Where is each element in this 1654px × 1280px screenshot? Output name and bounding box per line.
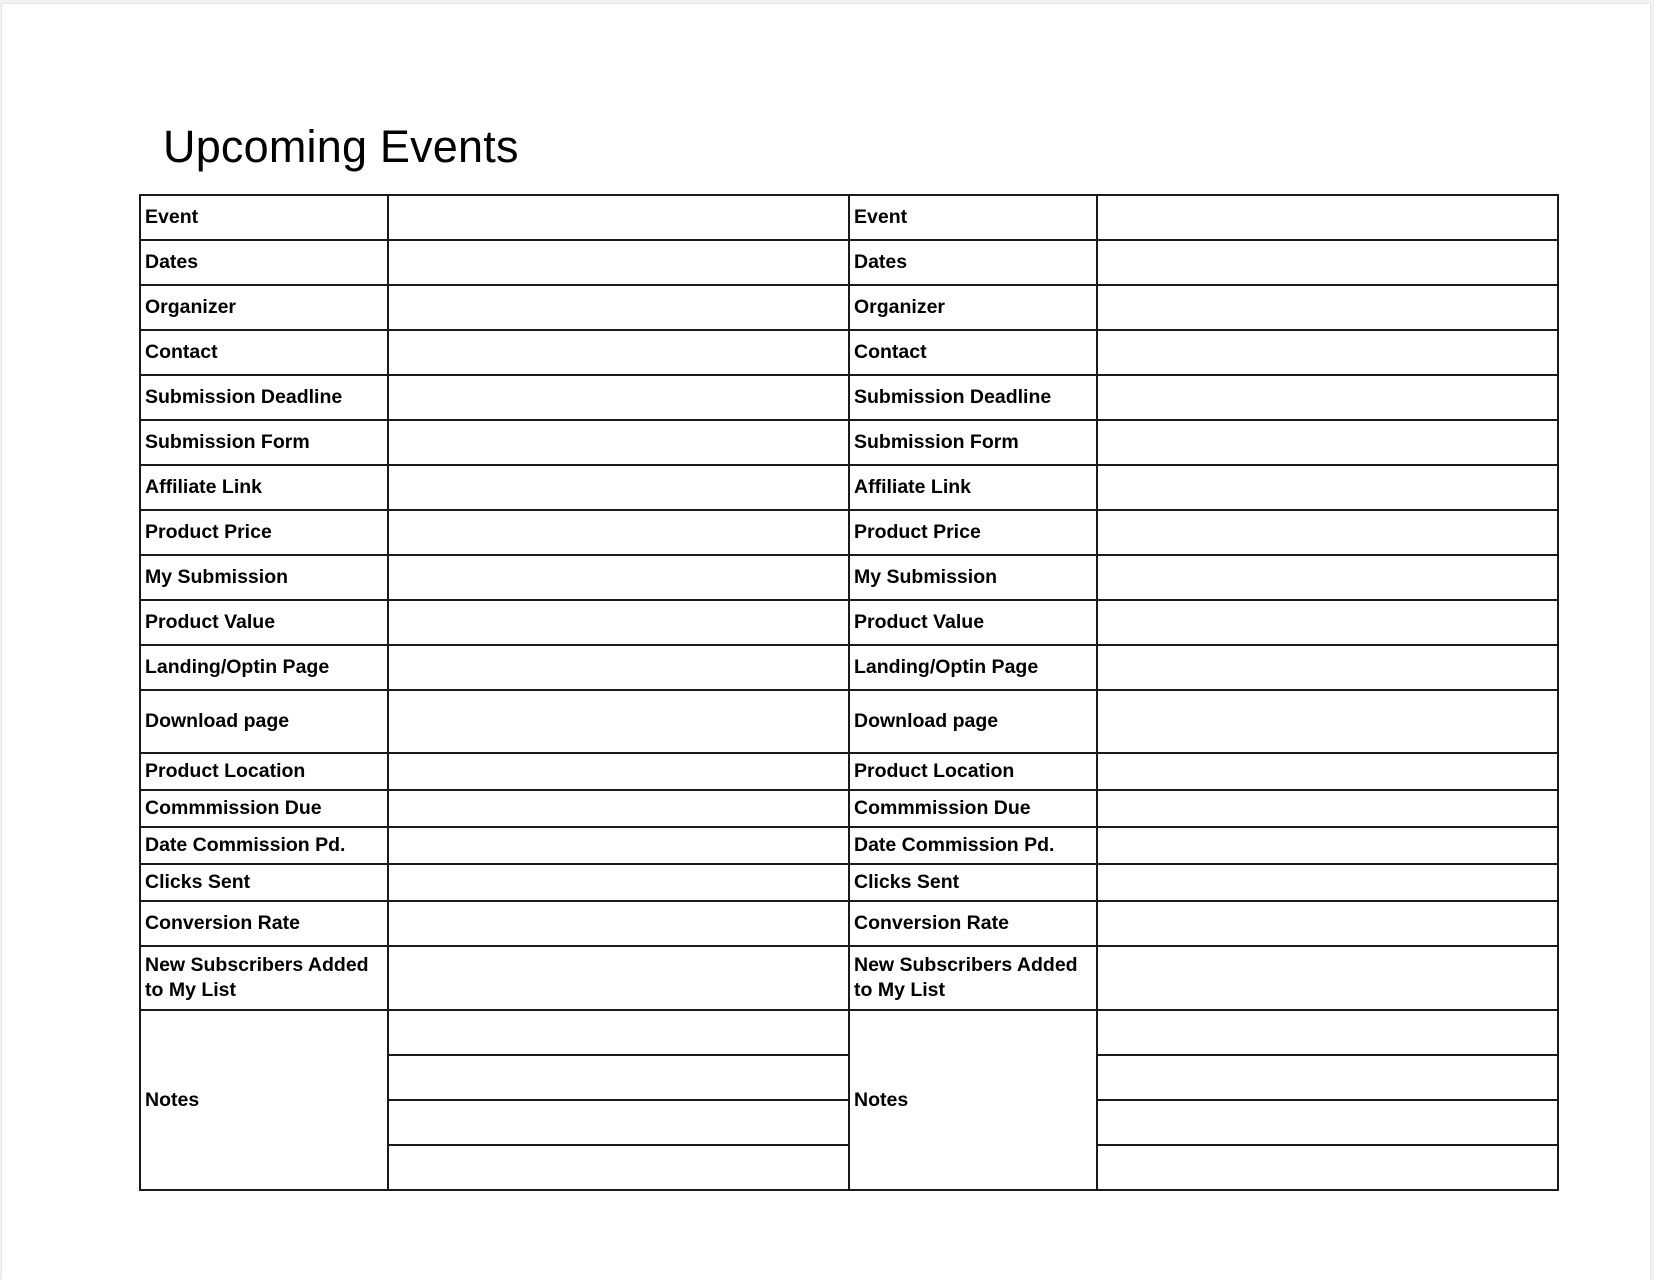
left-label-commission-due: Commmission Due [140,790,388,827]
form-row-contact [140,330,1558,375]
right-field-submission-form[interactable] [1097,420,1558,465]
right-label-conversion-rate: Conversion Rate [849,901,1097,946]
form-row-organizer [140,285,1558,330]
right-label-event: Event [849,195,1097,240]
left-notes-line-2[interactable] [388,1055,849,1100]
right-field-event[interactable] [1097,195,1558,240]
left-field-event[interactable] [388,195,849,240]
left-field-landing-optin-page[interactable] [388,645,849,690]
left-label-submission-deadline: Submission Deadline [140,375,388,420]
left-field-product-value[interactable] [388,600,849,645]
form-row-dates [140,240,1558,285]
form-row-notes [140,1010,1558,1055]
left-field-organizer[interactable] [388,285,849,330]
left-field-date-commission-paid[interactable] [388,827,849,864]
right-field-commission-due[interactable] [1097,790,1558,827]
right-label-product-price: Product Price [849,510,1097,555]
right-label-download-page: Download page [849,690,1097,753]
left-label-product-location: Product Location [140,753,388,790]
form-row-submission-form [140,420,1558,465]
left-label-organizer: Organizer [140,285,388,330]
left-notes-line-3[interactable] [388,1100,849,1145]
right-notes-line-3[interactable] [1097,1100,1558,1145]
right-notes-line-2[interactable] [1097,1055,1558,1100]
left-field-submission-form[interactable] [388,420,849,465]
right-label-new-subscribers: New Subscribers Added to My List [849,946,1097,1010]
left-label-product-price: Product Price [140,510,388,555]
left-label-clicks-sent: Clicks Sent [140,864,388,901]
right-label-clicks-sent: Clicks Sent [849,864,1097,901]
right-field-product-price[interactable] [1097,510,1558,555]
right-field-product-value[interactable] [1097,600,1558,645]
form-row-landing-optin-page [140,645,1558,690]
left-label-submission-form: Submission Form [140,420,388,465]
form-row-commission-due [140,790,1558,827]
form-row-event [140,195,1558,240]
right-label-landing-optin-page: Landing/Optin Page [849,645,1097,690]
right-field-contact[interactable] [1097,330,1558,375]
form-row-conversion-rate [140,901,1558,946]
right-field-date-commission-paid[interactable] [1097,827,1558,864]
left-label-landing-optin-page: Landing/Optin Page [140,645,388,690]
right-field-download-page[interactable] [1097,690,1558,753]
right-label-contact: Contact [849,330,1097,375]
right-label-submission-deadline: Submission Deadline [849,375,1097,420]
left-label-date-commission-paid: Date Commission Pd. [140,827,388,864]
left-label-event: Event [140,195,388,240]
right-label-affiliate-link: Affiliate Link [849,465,1097,510]
form-row-date-commission-paid [140,827,1558,864]
left-field-clicks-sent[interactable] [388,864,849,901]
page-title: Upcoming Events [163,121,519,172]
left-label-contact: Contact [140,330,388,375]
right-label-commission-due: Commmission Due [849,790,1097,827]
form-row-product-value [140,600,1558,645]
right-field-clicks-sent[interactable] [1097,864,1558,901]
left-label-my-submission: My Submission [140,555,388,600]
left-field-new-subscribers[interactable] [388,946,849,1010]
document-page [2,4,1650,1280]
right-label-submission-form: Submission Form [849,420,1097,465]
left-field-affiliate-link[interactable] [388,465,849,510]
right-field-my-submission[interactable] [1097,555,1558,600]
right-label-product-location: Product Location [849,753,1097,790]
events-form-table [139,194,1559,1191]
right-label-my-submission: My Submission [849,555,1097,600]
left-field-submission-deadline[interactable] [388,375,849,420]
right-label-organizer: Organizer [849,285,1097,330]
right-field-submission-deadline[interactable] [1097,375,1558,420]
right-notes-line-4[interactable] [1097,1145,1558,1190]
left-notes-line-1[interactable] [388,1010,849,1055]
right-field-landing-optin-page[interactable] [1097,645,1558,690]
left-label-download-page: Download page [140,690,388,753]
right-field-affiliate-link[interactable] [1097,465,1558,510]
left-field-my-submission[interactable] [388,555,849,600]
right-label-date-commission-paid: Date Commission Pd. [849,827,1097,864]
right-field-product-location[interactable] [1097,753,1558,790]
left-label-conversion-rate: Conversion Rate [140,901,388,946]
left-field-conversion-rate[interactable] [388,901,849,946]
left-label-dates: Dates [140,240,388,285]
right-field-conversion-rate[interactable] [1097,901,1558,946]
left-label-new-subscribers: New Subscribers Added to My List [140,946,388,1010]
left-label-notes: Notes [140,1010,388,1190]
left-field-contact[interactable] [388,330,849,375]
right-notes-line-1[interactable] [1097,1010,1558,1055]
form-row-new-subscribers [140,946,1558,1010]
left-label-product-value: Product Value [140,600,388,645]
left-field-download-page[interactable] [388,690,849,753]
form-row-my-submission [140,555,1558,600]
form-row-product-location [140,753,1558,790]
right-label-product-value: Product Value [849,600,1097,645]
right-field-organizer[interactable] [1097,285,1558,330]
form-row-affiliate-link [140,465,1558,510]
left-notes-line-4[interactable] [388,1145,849,1190]
left-field-commission-due[interactable] [388,790,849,827]
form-row-submission-deadline [140,375,1558,420]
left-field-dates[interactable] [388,240,849,285]
left-field-product-location[interactable] [388,753,849,790]
form-row-product-price [140,510,1558,555]
form-row-clicks-sent [140,864,1558,901]
left-field-product-price[interactable] [388,510,849,555]
form-row-download-page [140,690,1558,753]
right-label-dates: Dates [849,240,1097,285]
left-label-affiliate-link: Affiliate Link [140,465,388,510]
right-field-dates[interactable] [1097,240,1558,285]
right-field-new-subscribers[interactable] [1097,946,1558,1010]
right-label-notes: Notes [849,1010,1097,1190]
